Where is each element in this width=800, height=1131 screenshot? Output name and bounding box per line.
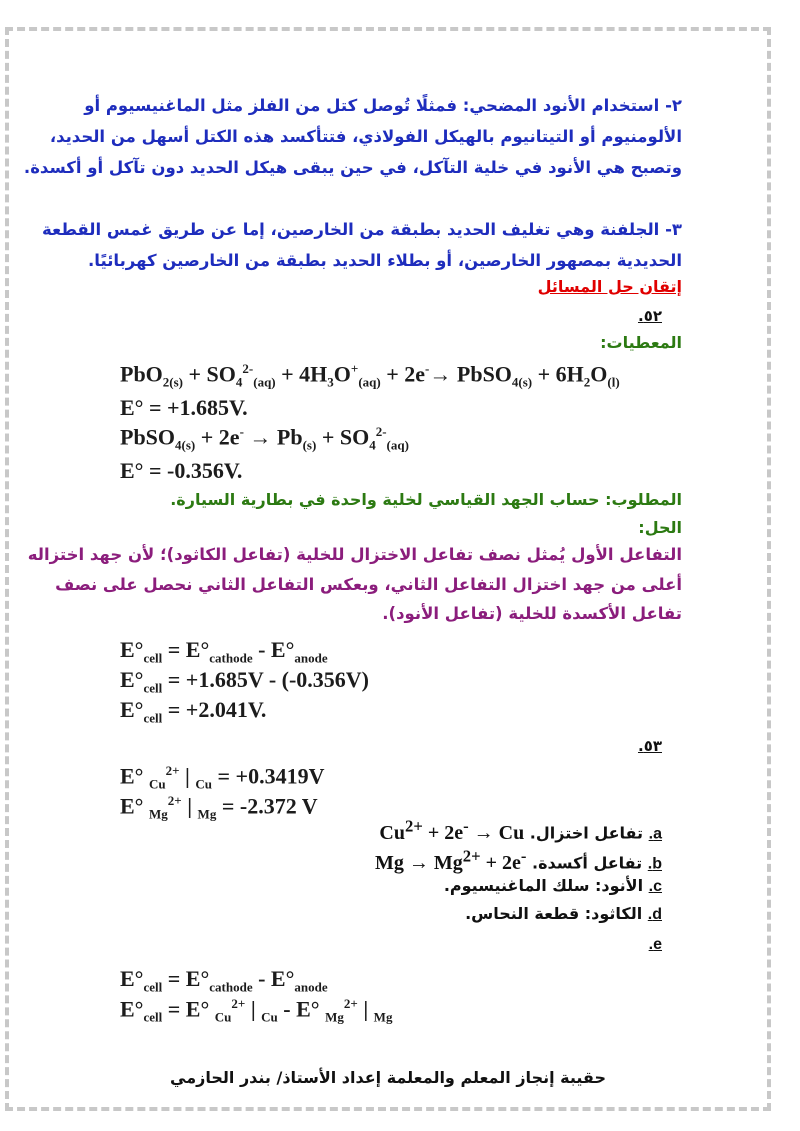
part-c-letter: c. [648,878,662,895]
potential-2: E° = -0.356V. [120,458,243,483]
question-53-number: ٥٣. [637,737,662,755]
part-d-letter: d. [647,906,662,923]
mg-potential-value: = -2.372 V [221,793,318,819]
part-b-equation: $Mg \to Mg^{2+} + 2e^-$ [355,846,527,874]
ecell-formula: $E^\circ_{cell} = E^\circ_{cathode} - E^\circ_{anode}$ [120,637,328,666]
para3-line1: ٣- الجلفنة وهي تغليف الحديد بطبقة من الخارصين، إما عن طريق غمس القطعة [42,220,682,239]
cu-standard-potential: E° $_{Cu}^{2+}$ | $_{Cu}$ = +0.3419V [120,763,325,792]
mg-standard-potential: E° $_{Mg}^{2+}$ | $_{Mg}$ = -2.372 V [120,793,318,822]
part-b-letter: b. [647,855,662,873]
part-e-letter: e. [648,936,662,953]
ecell-substitution-values: = +1.685V - (-0.356V) [167,667,370,692]
part-a-equation: $Cu^{2+} + 2e^- \to Cu$ [359,816,525,844]
required-statement: المطلوب: حساب الجهد القياسي لخلية واحدة في بطارية السيارة. [170,490,682,509]
para2-line3: وتصبح هي الأنود في خلية التآكل، في حين يبقى هيكل الحديد دون تآكل أو أكسدة. [23,158,682,177]
explanation-line3: تفاعل الأكسدة للخلية (تفاعل الأنود). [382,604,682,623]
part-d [465,904,662,924]
ecell-result: $E^\circ_{cell} = +2.041V$. [120,697,267,726]
part-c-text: الأنود: سلك الماغنيسيوم. [443,876,644,895]
equation-pbo2-reduction: $PbO_{2(s)} + SO_4^{2-}_{(aq)} + 4H_3O^+_{(aq)} + 2e^-\to$ PbSO$_{4(s)}$ + $6H_2O_{(l)}$ [120,361,620,390]
part-b-text: تفاعل أكسدة. [532,853,643,873]
ecell-substitution-2: $E^\circ_{cell} = E^\circ$ $_{Cu}^{2+}$ | $_{Cu}$ - E° $_{Mg}^{2+}$ | $_{Mg}$ [120,996,393,1025]
explanation-line1: التفاعل الأول يُمثل نصف تفاعل الاختزال للخلية (تفاعل الكاثود)؛ لأن جهد اختزاله [27,545,682,564]
equation-pbso4-reduction: PbSO$_{4(s)}$ + $2e^- \to Pb_{(s)} + SO_4^{2-}_{(aq)}$ [120,424,409,453]
para2-line2: الألومنيوم أو التيتانيوم بالهيكل الفولاذي، فتتأكسد هذه الكتل أسهل من الحديد، [49,127,682,146]
part-d-text: الكاثود: قطعة النحاس. [465,904,643,923]
part-a [359,816,662,845]
question-52-number: ٥٢. [637,307,662,325]
part-b [355,846,662,875]
explanation-line2: أعلى من جهد اختزال التفاعل الثاني، وبعكس التفاعل الثاني نحصل على نصف [55,575,682,594]
part-a-letter: a. [648,825,662,843]
para3-line2: الحديدية بمصهور الخارصين، أو بطلاء الحديد بطبقة من الخارصين كهربائيًا. [88,251,682,270]
part-e [649,934,662,954]
cu-potential-value: = +0.3419V [217,763,325,789]
para2-line1: ٢- استخدام الأنود المضحي: فمثلًا تُوصل كتل من الفلز مثل الماغنيسيوم أو [84,96,682,115]
ecell-result-value: = +2.041V. [167,697,267,722]
footer-credit: حقيبة إنجاز المعلم والمعلمة إعداد الأستاذ/ بندر الحازمي [170,1068,606,1087]
givens-label: المعطيات: [600,333,682,352]
part-a-text: تفاعل اختزال. [529,823,644,843]
part-c [444,876,662,896]
section-title: إتقان حل المسائل [537,277,682,296]
ecell-substitution: $E^\circ_{cell} = +1.685V - (-0.356V)$ [120,667,370,696]
solution-label: الحل: [638,518,682,537]
ecell-formula-2: $E^\circ_{cell} = E^\circ_{cathode} - E^\circ_{anode}$ [120,966,328,995]
potential-1: E° = +1.685V. [120,395,248,420]
